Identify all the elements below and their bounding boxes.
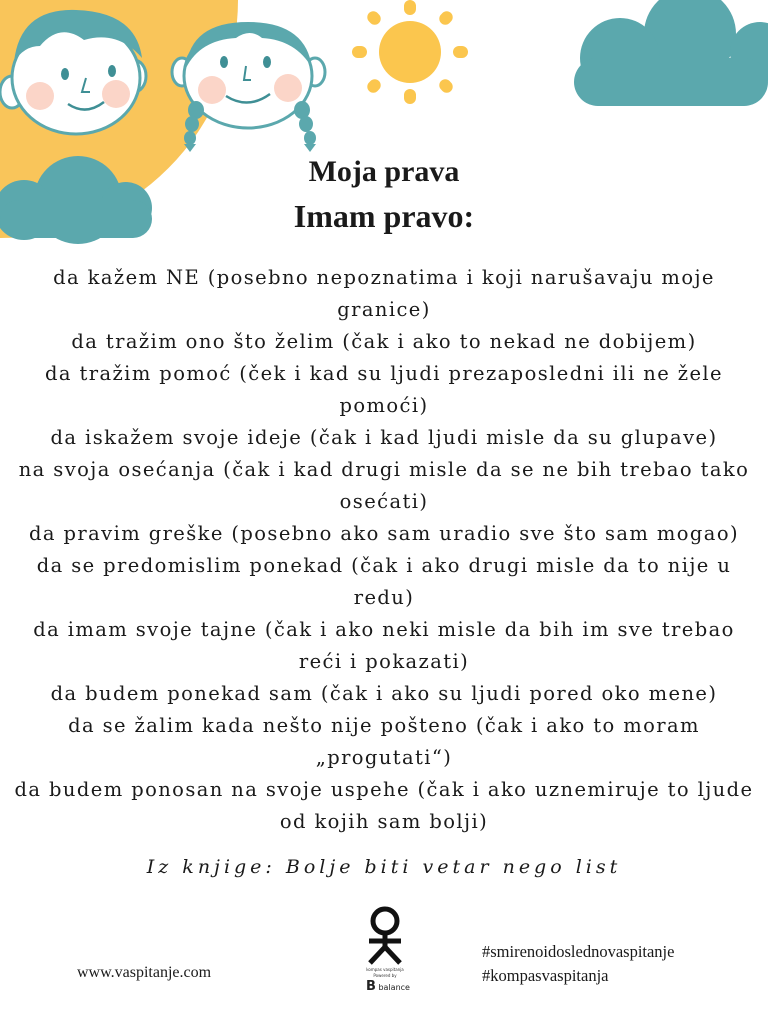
hashtag: #kompasvaspitanja — [482, 966, 609, 985]
list-item: da tražim pomoć (ček i kad su ljudi prezaposledni ili ne žele pomoći) — [45, 362, 723, 417]
logo-tagline: kompas vaspitanja — [366, 967, 404, 972]
list-item: da tražim ono što želim (čak i ako to nekad ne dobijem) — [71, 330, 697, 353]
list-item: da budem ponekad sam (čak i ako su ljudi pored oko mene) — [50, 682, 718, 705]
list-item: da kažem NE (posebno nepoznatima i koji narušavaju moje granice) — [53, 266, 715, 321]
balance-brand-name: balance — [378, 983, 410, 992]
hashtag: #smirenoidoslednovaspitanje — [482, 942, 675, 961]
list-item: da pravim greške (posebno ako sam uradio sve što sam mogao) — [29, 522, 739, 545]
list-item: da se predomislim ponekad (čak i ako drugi misle da to nije u redu) — [36, 554, 732, 609]
list-item: da iskažem svoje ideje (čak i kad ljudi misle da su glupave) — [50, 426, 718, 449]
rights-list — [10, 262, 758, 838]
cloud-icon — [574, 0, 768, 106]
list-item: da budem ponosan na svoje uspehe (čak i ako uznemiruje to ljude od kojih sam bolji) — [14, 778, 754, 833]
list-item: na svoja osećanja (čak i kad drugi misle da se ne bih trebao tako osećati) — [18, 458, 750, 513]
book-source: Iz knjige: Bolje biti vetar nego list — [146, 856, 622, 878]
list-item: da se žalim kada nešto nije pošteno (čak i ako to moram „progutati“) — [68, 714, 700, 769]
balance-brand — [366, 979, 410, 994]
kompas-logo — [360, 905, 410, 995]
kompas-figure-logo-icon — [360, 905, 410, 967]
page-title: Moja prava — [308, 155, 460, 188]
balance-brand-letter: B — [366, 979, 376, 994]
sun-icon — [352, 0, 468, 104]
website-link[interactable]: www.vaspitanje.com — [77, 964, 212, 981]
list-item: da imam svoje tajne (čak i ako neki misle da bih im sve trebao reći i pokazati) — [33, 618, 735, 673]
page-subtitle: Imam pravo: — [293, 198, 475, 234]
logo-powered-by: Powered by — [373, 973, 397, 978]
hashtags — [482, 940, 674, 988]
